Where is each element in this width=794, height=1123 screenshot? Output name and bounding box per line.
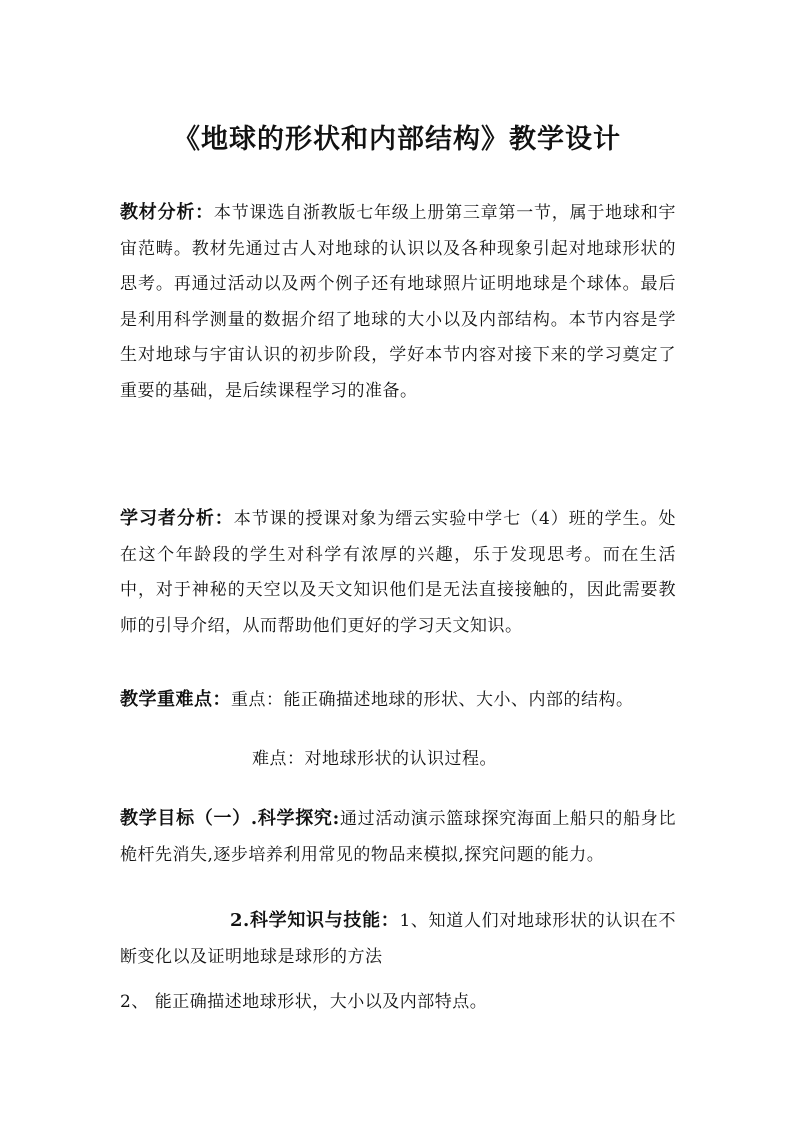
key-point-text: 重点：能正确描述地球的形状、大小、内部的结构。 bbox=[231, 690, 634, 710]
key-points-line bbox=[120, 682, 634, 719]
objectives-item2-paragraph bbox=[120, 903, 676, 975]
objectives-item2-label: 2.科学知识与技能： bbox=[230, 910, 400, 931]
textbook-analysis-body: 本节课选自浙教版七年级上册第三章第一节，属于地球和宇宙范畴。教材先通过古人对地球的认识以及各种现象引起对地球形状的思考。再通过活动以及两个例子还有地球照片证明地球是个球体。最后是利用科学测量的数据介绍了地球的大小以及内部结构。本节内容是学生对地球与宇宙认识的初步阶段，学好本节内容对接下来的学习奠定了重要的基础，是后续课程学习的准备。 bbox=[120, 203, 677, 401]
objectives-item2-point2: 2、 能正确描述地球形状，大小以及内部特点。 bbox=[120, 992, 488, 1012]
learner-analysis-body: 本节课的授课对象为缙云实验中学七（4）班的学生。处在这个年龄段的学生对科学有浓厚的兴趣，乐于发现思考。而在生活中，对于神秘的天空以及天文知识他们是无法直接接触的，因此需要教师的引导介绍，从而帮助他们更好的学习天文知识。 bbox=[120, 509, 676, 636]
objectives-label: 教学目标（一）.科学探究: bbox=[120, 808, 340, 829]
key-points-label: 教学重难点： bbox=[120, 689, 231, 710]
objectives-body: 通过活动演示篮球探究海面上船只的船身比桅杆先消失,逐步培养利用常见的物品来模拟,探究问题的能力。 bbox=[120, 809, 676, 865]
textbook-analysis-paragraph bbox=[120, 195, 676, 409]
learner-analysis-paragraph bbox=[120, 501, 676, 644]
objectives-item2-body: 1、知道人们对地球形状的认识在不断变化以及证明地球是球形的方法 bbox=[120, 911, 676, 967]
difficult-point-text: 难点：对地球形状的认识过程。 bbox=[252, 749, 497, 769]
textbook-analysis-label: 教材分析： bbox=[120, 202, 214, 223]
document-title: 《地球的形状和内部结构》教学设计 bbox=[173, 124, 621, 155]
objectives-paragraph bbox=[120, 801, 676, 873]
learner-analysis-label: 学习者分析： bbox=[120, 508, 234, 529]
